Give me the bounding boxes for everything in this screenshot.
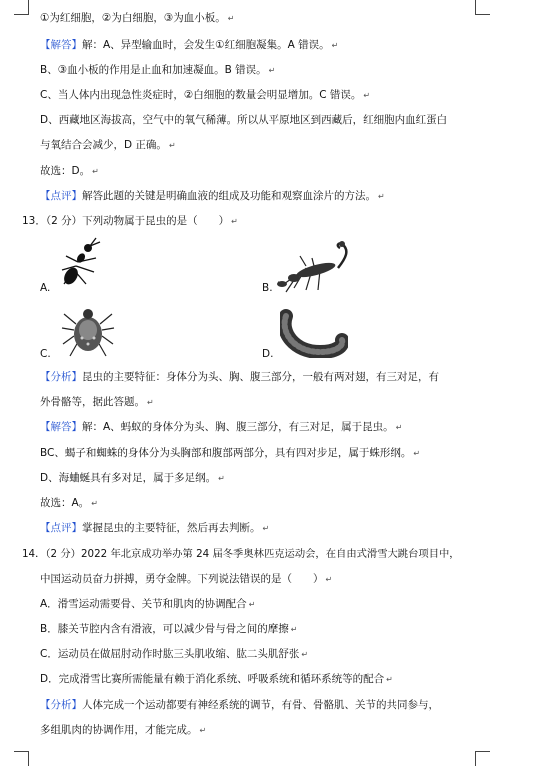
text-line: D、海蛐蜒具有多对足，属于多足纲。 ↵ (40, 472, 225, 484)
text-line: 与氧结合会减少，D 正确。 ↵ (40, 139, 176, 151)
comment-tag: 【点评】 (40, 190, 82, 202)
option-d-label: D. (262, 348, 274, 360)
question-14: 14．（2 分）2022 年北京成功举办第 24 届冬季奥林匹克运动会，在自由式滑雪大跳台项目中， (22, 548, 460, 560)
scorpion-icon (276, 238, 356, 294)
crop-mark-bottom-right (475, 751, 490, 766)
analysis-tag: 【分析】 (40, 699, 82, 711)
analysis-line: 【分析】人体完成一个运动都要有神经系统的调节，有骨、骨骼肌、关节的共同参与， (40, 699, 439, 711)
millipede-icon (280, 308, 348, 358)
text-line: 中国运动员奋力拼搏，勇夺金牌。下列说法错误的是（ ） ↵ (40, 573, 333, 585)
text-line: B、③血小板的作用是止血和加速凝血。B 错误。 ↵ (40, 64, 276, 76)
comment-line: 【点评】解答此题的关键是明确血液的组成及功能和观察血涂片的方法。 ↵ (40, 190, 385, 202)
option-b: B．膝关节腔内含有滑液，可以减少骨与骨之间的摩擦 ↵ (40, 623, 298, 635)
text-line: 多组肌肉的协调作用，才能完成。 ↵ (40, 724, 207, 736)
tick-icon (60, 302, 116, 360)
text-line: BC、蝎子和蜘蛛的身体分为头胸部和腹部两部分，具有四对步足，属于蛛形纲。 ↵ (40, 447, 421, 459)
comment-line: 【点评】掌握昆虫的主要特征，然后再去判断。 ↵ (40, 522, 270, 534)
text-line: 故选：A。 ↵ (40, 497, 98, 509)
analysis-line: 【分析】昆虫的主要特征：身体分为头、胸、腹三部分，一般有两对翅，有三对足，有 (40, 371, 439, 383)
option-b-label: B. (262, 282, 273, 294)
text-line: D、西藏地区海拔高，空气中的氧气稀薄。所以从平原地区到西藏后，红细胞内血红蛋白 (40, 114, 448, 126)
ant-icon (56, 236, 108, 292)
crop-mark-top-left (14, 0, 29, 15)
crop-mark-top-right (475, 0, 490, 15)
answer-line: 【解答】解：A、蚂蚁的身体分为头、胸、腹三部分，有三对足，属于昆虫。 ↵ (40, 421, 403, 433)
question-13: 13．（2 分）下列动物属于昆虫的是（ ） ↵ (22, 215, 238, 227)
text-line: C、当人体内出现急性炎症时，②白细胞的数量会明显增加。C 错误。 ↵ (40, 89, 371, 101)
answer-tag: 【解答】 (40, 421, 82, 433)
crop-mark-bottom-left (14, 751, 29, 766)
option-c-label: C. (40, 348, 51, 360)
answer-line: 【解答】解：A、异型输血时，会发生①红细胞凝集。A 错误。 ↵ (40, 39, 339, 51)
comment-tag: 【点评】 (40, 522, 82, 534)
option-a-label: A. (40, 282, 51, 294)
option-d: D．完成滑雪比赛所需能量有赖于消化系统、呼吸系统和循环系统等的配合 ↵ (40, 673, 393, 685)
analysis-tag: 【分析】 (40, 371, 82, 383)
answer-tag: 【解答】 (40, 39, 82, 51)
text-line: ①为红细胞，②为白细胞，③为血小板。 ↵ (40, 12, 235, 24)
option-a: A．滑雪运动需要骨、关节和肌肉的协调配合 ↵ (40, 598, 256, 610)
text-line: 外骨骼等，据此答题。 ↵ (40, 396, 154, 408)
text-line: 故选：D。 ↵ (40, 165, 99, 177)
option-c: C．运动员在做屈肘动作时肱三头肌收缩、肱二头肌舒张 ↵ (40, 648, 309, 660)
